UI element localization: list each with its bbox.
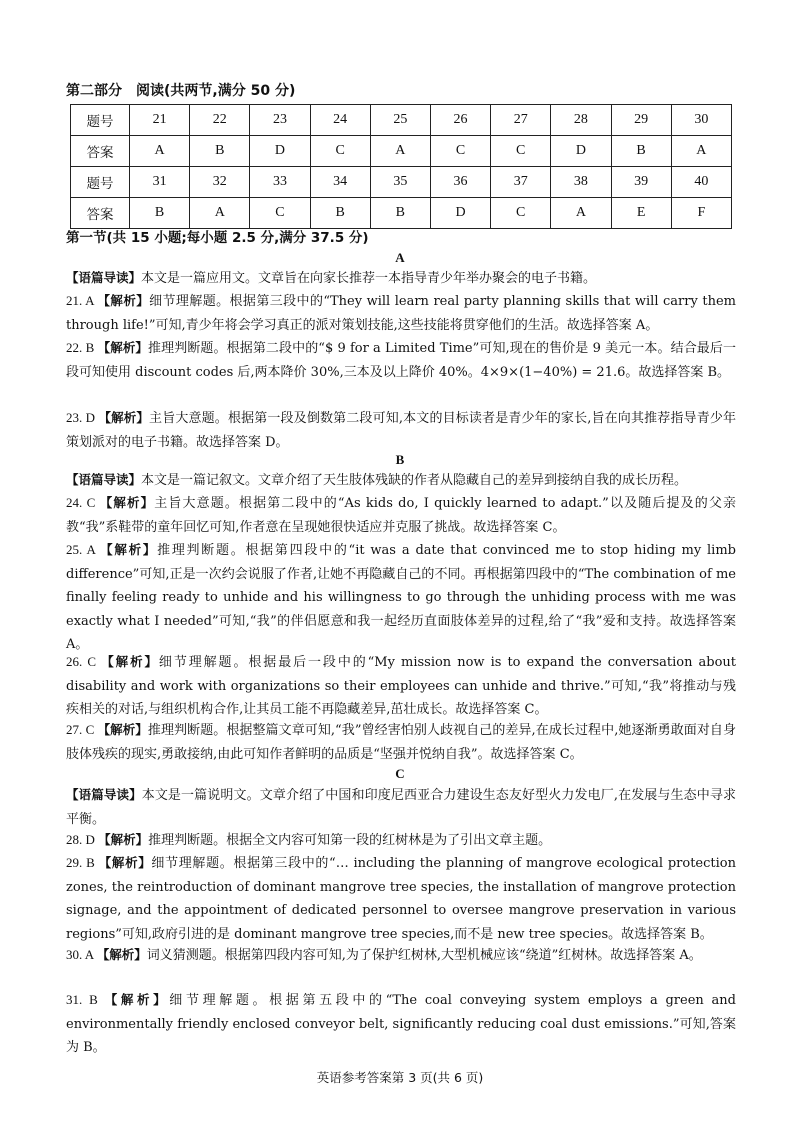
part-title: 第二部分 阅读(共两节,满分 50 分) xyxy=(66,83,296,99)
item-number: 21. A xyxy=(66,293,98,308)
item-label: 【解析】 xyxy=(98,832,149,847)
item-text: 本文是一篇记叙文。文章介绍了天生肢体残缺的作者从隐藏自己的差异到接纳自我的成长历程。 xyxy=(141,473,688,488)
answer-cell: A xyxy=(190,198,250,229)
item-text: 推理判断题。根据整篇文章可知,“我”曾经害怕别人歧视自己的差异,在成长过程中,她逐渐勇敢面对自身肢体残疾的现实,勇敢接纳,由此可知作者鲜明的品质是“坚强并悦纳自我”。故选择答案 C。 xyxy=(66,723,736,762)
answer-cell: C xyxy=(310,136,370,167)
item-text: 细节理解题。根据第三段中的“… including the planning of mangrove ecological protection zones, the reintroduction of dominant mangrove tree species, the installation of mangrove protection signage, and the appointment of dedicated personnel to oversee mangrove preservation in various regions”可知,政府引进的是 dominant mangrove tree species,而不是 new tree species。故选择答案 B。 xyxy=(66,856,736,942)
item-text: 本文是一篇应用文。文章旨在向家长推荐一本指导青少年举办聚会的电子书籍。 xyxy=(141,271,597,286)
answer-cell: 35 xyxy=(370,167,430,198)
passage-heading-a: A xyxy=(395,250,405,265)
answer-cell: B xyxy=(190,136,250,167)
item-text: 细节理解题。根据最后一段中的“My mission now is to expand the conversation about disability and work with organizations so their employees can unhide and thrive.”可知,“我”将推动与残疾相关的对话,与组织机构合作,让其员工能不再隐藏差异,茁壮成长。故选择答案 C。 xyxy=(66,655,736,717)
item-label: 【解析】 xyxy=(100,542,158,557)
answer-table xyxy=(70,104,732,229)
item-label: 【解析】 xyxy=(98,410,150,425)
answer-cell: B xyxy=(370,198,430,229)
item-text: 主旨大意题。根据第一段及倒数第二段可知,本文的目标读者是青少年的家长,旨在向其推荐指导青少年策划派对的电子书籍。故选择答案 D。 xyxy=(66,411,736,450)
answer-cell: 31 xyxy=(130,167,190,198)
answer-cell: A xyxy=(370,136,430,167)
row-header: 题号 xyxy=(71,105,130,136)
answer-cell: D xyxy=(430,198,490,229)
answer-explanation-28 xyxy=(66,828,736,853)
item-number: 24. C xyxy=(66,495,100,510)
answer-cell: 23 xyxy=(250,105,310,136)
answer-table-row xyxy=(71,136,732,167)
answer-cell: B xyxy=(130,198,190,229)
item-label: 【解析】 xyxy=(101,654,159,669)
answer-cell: C xyxy=(430,136,490,167)
answer-explanation-29 xyxy=(66,851,736,946)
item-number: 22. B xyxy=(66,340,98,355)
item-text: 词义猜测题。根据第四段内容可知,为了保护红树林,大型机械应该“绕道”红树林。故选择答案 A。 xyxy=(146,948,702,963)
answer-cell: 37 xyxy=(491,167,551,198)
answer-cell: 38 xyxy=(551,167,611,198)
item-number: 30. A xyxy=(66,947,97,962)
answer-cell: F xyxy=(671,198,731,229)
page-footer: 英语参考答案第 3 页(共 6 页) xyxy=(316,1070,484,1085)
item-label: 【语篇导读】 xyxy=(66,472,142,487)
answer-cell: B xyxy=(310,198,370,229)
item-label: 【语篇导读】 xyxy=(66,270,142,285)
answer-explanation-30 xyxy=(66,943,736,968)
item-number: 31. B xyxy=(66,992,105,1007)
answer-cell: D xyxy=(250,136,310,167)
item-label: 【解析】 xyxy=(97,293,150,308)
item-number: 25. A xyxy=(66,542,101,557)
item-label: 【解析】 xyxy=(104,992,170,1007)
item-number: 28. D xyxy=(66,832,99,847)
answer-cell: 36 xyxy=(430,167,490,198)
answer-cell: 26 xyxy=(430,105,490,136)
answer-table-row xyxy=(71,198,732,229)
answer-cell: C xyxy=(491,198,551,229)
answer-cell: E xyxy=(611,198,671,229)
item-text: 推理判断题。根据第四段中的“it was a date that convinced me to stop hiding my limb difference”可知,正是一次约会说服了作者,让她不再隐藏自己的不同。再根据第四段中的“The combination of me finally feeling ready to unhide and his willingness to go through the unhiding process with me was exactly what I needed”可知,“我”的伴侣愿意和我一起经历直面肢体差异的过程,给了“我”爱和支持。故选择答案 A。 xyxy=(66,543,736,652)
item-label: 【解析】 xyxy=(97,340,149,355)
answer-cell: 21 xyxy=(130,105,190,136)
section-title: 第一节(共 15 小题;每小题 2.5 分,满分 37.5 分) xyxy=(66,230,369,246)
item-text: 推理判断题。根据全文内容可知第一段的红树林是为了引出文章主题。 xyxy=(148,833,552,848)
answer-cell: A xyxy=(130,136,190,167)
answer-cell: 30 xyxy=(671,105,731,136)
passage-heading-b: B xyxy=(395,452,405,467)
answer-explanation-31 xyxy=(66,988,736,1060)
answer-cell: 24 xyxy=(310,105,370,136)
answer-cell: C xyxy=(491,136,551,167)
item-label: 【语篇导读】 xyxy=(66,787,142,802)
row-header: 答案 xyxy=(71,136,130,167)
answer-cell: 39 xyxy=(611,167,671,198)
answer-explanation-26 xyxy=(66,650,736,722)
passage-c-intro xyxy=(66,783,736,831)
item-text: 细节理解题。根据第五段中的“The coal conveying system employs a green and environmentally friendly enclosed conveyor belt, significantly reducing coal dust emissions.”可知,答案为 B。 xyxy=(66,993,736,1055)
answer-cell: A xyxy=(671,136,731,167)
answer-cell: 28 xyxy=(551,105,611,136)
answer-cell: A xyxy=(551,198,611,229)
answer-explanation-24 xyxy=(66,491,736,539)
item-text: 推理判断题。根据第二段中的“$ 9 for a Limited Time”可知,现在的售价是 9 美元一本。结合最后一段可知使用 discount codes 后,两本降价 30%,三本及以上降价 40%。4×9×(1−40%) = 21.6。故选择答案 B。 xyxy=(66,341,736,380)
item-number: 29. B xyxy=(66,855,99,870)
passage-heading-c: C xyxy=(395,766,405,781)
answer-cell: C xyxy=(250,198,310,229)
answer-explanation-22 xyxy=(66,336,736,384)
item-number: 27. C xyxy=(66,722,98,737)
answer-cell: 22 xyxy=(190,105,250,136)
answer-cell: 29 xyxy=(611,105,671,136)
item-label: 【解析】 xyxy=(97,722,148,737)
passage-a-intro xyxy=(66,266,736,291)
answer-cell: 32 xyxy=(190,167,250,198)
answer-cell: D xyxy=(551,136,611,167)
passage-b-intro xyxy=(66,468,736,493)
row-header: 题号 xyxy=(71,167,130,198)
answer-table-row xyxy=(71,167,732,198)
row-header: 答案 xyxy=(71,198,130,229)
item-text: 主旨大意题。根据第二段中的“As kids do, I quickly learned to adapt.”以及随后提及的父亲教“我”系鞋带的童年回忆可知,作者意在呈现她很快适应并克服了挑战。故选择答案 C。 xyxy=(66,496,736,535)
answer-explanation-23 xyxy=(66,406,736,454)
answer-table-row xyxy=(71,105,732,136)
answer-explanation-25 xyxy=(66,538,736,657)
answer-cell: 34 xyxy=(310,167,370,198)
item-text: 本文是一篇说明文。文章介绍了中国和印度尼西亚合力建设生态友好型火力发电厂,在发展与生态中寻求平衡。 xyxy=(66,788,736,827)
answer-explanation-21 xyxy=(66,289,736,337)
answer-cell: 25 xyxy=(370,105,430,136)
item-number: 26. C xyxy=(66,654,102,669)
answer-cell: B xyxy=(611,136,671,167)
answer-cell: 40 xyxy=(671,167,731,198)
answer-cell: 33 xyxy=(250,167,310,198)
answer-explanation-27 xyxy=(66,718,736,766)
item-label: 【解析】 xyxy=(99,495,155,510)
item-text: 细节理解题。根据第三段中的“They will learn real party planning skills that will carry them through life!”可知,青少年将会学习真正的派对策划技能,这些技能将贯穿他们的生活。故选择答案 A。 xyxy=(66,294,736,333)
answer-cell: 27 xyxy=(491,105,551,136)
item-label: 【解析】 xyxy=(96,947,147,962)
item-label: 【解析】 xyxy=(98,855,152,870)
item-number: 23. D xyxy=(66,410,99,425)
